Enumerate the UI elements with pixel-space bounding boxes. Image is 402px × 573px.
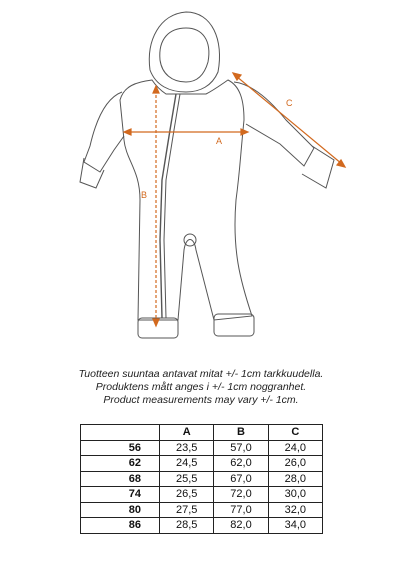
a-cell: 26,5 xyxy=(160,487,214,503)
table-row xyxy=(81,518,323,534)
a-cell: 28,5 xyxy=(160,518,214,534)
header-c: C xyxy=(268,425,322,441)
right-cuff xyxy=(302,146,334,188)
dimension-c-label: C xyxy=(286,98,293,108)
body-outline xyxy=(120,80,252,320)
zipper-seam xyxy=(164,94,180,318)
size-cell: 86 xyxy=(81,518,160,534)
size-cell: 74 xyxy=(81,487,160,503)
b-cell: 57,0 xyxy=(214,440,268,456)
b-cell: 67,0 xyxy=(214,471,268,487)
c-cell: 32,0 xyxy=(268,502,322,518)
size-cell: 68 xyxy=(81,471,160,487)
a-cell: 27,5 xyxy=(160,502,214,518)
b-cell: 72,0 xyxy=(214,487,268,503)
b-cell: 82,0 xyxy=(214,518,268,534)
c-cell: 26,0 xyxy=(268,456,322,472)
size-table xyxy=(80,424,323,534)
tolerance-note-fi: Tuotteen suuntaa antavat mitat +/- 1cm tarkkuudella. xyxy=(78,368,324,380)
right-leg-cuff xyxy=(214,314,254,336)
table-row xyxy=(81,487,323,503)
table-row xyxy=(81,471,323,487)
right-arm xyxy=(234,82,314,166)
dimension-a-label: A xyxy=(216,136,223,146)
dimension-c-line xyxy=(236,76,342,164)
tolerance-note-en: Product measurements may vary +/- 1cm. xyxy=(103,394,299,406)
header-b: B xyxy=(214,425,268,441)
table-header-row xyxy=(81,425,323,441)
a-cell: 23,5 xyxy=(160,440,214,456)
a-cell: 25,5 xyxy=(160,471,214,487)
c-cell: 34,0 xyxy=(268,518,322,534)
c-cell: 30,0 xyxy=(268,487,322,503)
dimension-b-label: B xyxy=(141,190,148,200)
left-cuff xyxy=(80,158,104,188)
table-row xyxy=(81,456,323,472)
tolerance-note-sv: Produktens mått anges i +/- 1cm noggranhet. xyxy=(95,381,307,393)
header-a: A xyxy=(160,425,214,441)
table-row xyxy=(81,440,323,456)
b-cell: 77,0 xyxy=(214,502,268,518)
c-cell: 28,0 xyxy=(268,471,322,487)
dimension-a-arrow-left xyxy=(124,129,131,135)
table-row xyxy=(81,502,323,518)
dimension-a-arrow-right xyxy=(241,129,248,135)
a-cell: 24,5 xyxy=(160,456,214,472)
hood-inner xyxy=(160,28,209,82)
header-size xyxy=(81,425,160,441)
zipper xyxy=(160,94,176,318)
size-cell: 80 xyxy=(81,502,160,518)
b-cell: 62,0 xyxy=(214,456,268,472)
left-arm xyxy=(84,92,124,172)
size-cell: 56 xyxy=(81,440,160,456)
size-cell: 62 xyxy=(81,456,160,472)
c-cell: 24,0 xyxy=(268,440,322,456)
dimension-b-arrow-bottom xyxy=(153,319,159,326)
